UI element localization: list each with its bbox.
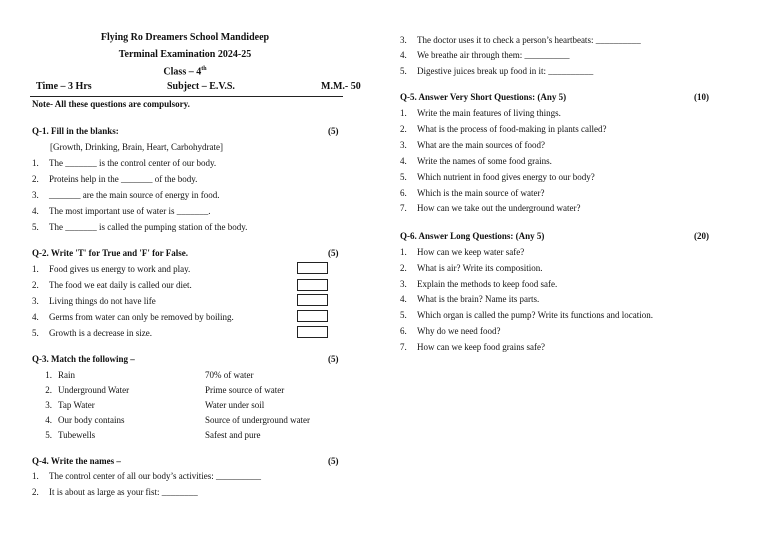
list-item	[32, 312, 234, 322]
item-number: 4.	[400, 50, 407, 60]
q1-title: Q-1. Fill in the blanks:	[32, 126, 119, 136]
list-item	[400, 108, 561, 118]
item-number: 1.	[32, 471, 39, 481]
list-item	[400, 172, 595, 182]
item-number: 4.	[45, 415, 52, 425]
item-number: 1.	[45, 370, 52, 380]
max-marks-label: M.M.- 50	[321, 81, 361, 92]
item-text: Which is the main source of water?	[417, 188, 545, 198]
list-item	[32, 280, 192, 290]
match-right-item: 70% of water	[205, 370, 254, 380]
match-right-item: Prime source of water	[205, 385, 285, 395]
item-number: 4.	[400, 294, 407, 304]
item-number: 1.	[400, 247, 407, 257]
list-item	[32, 190, 220, 200]
list-item	[32, 471, 261, 481]
list-item	[32, 206, 210, 216]
list-item	[32, 174, 197, 184]
q4-marks: (5)	[328, 456, 339, 466]
item-number: 4.	[32, 206, 39, 216]
item-number: 5.	[400, 172, 407, 182]
item-text: What is the process of food-making in plants called?	[417, 124, 607, 134]
subject-label: Subject – E.V.S.	[167, 81, 235, 92]
list-item	[400, 50, 570, 60]
list-item	[32, 487, 198, 497]
list-item	[400, 66, 593, 76]
item-number: 3.	[400, 35, 407, 45]
item-number: 2.	[45, 385, 52, 395]
item-number: 3.	[45, 400, 52, 410]
school-name: Flying Ro Dreamers School Mandideep	[100, 32, 270, 43]
item-number: 5.	[45, 430, 52, 440]
q5-title: Q-5. Answer Very Short Questions: (Any 5)	[400, 92, 567, 102]
item-text: Which organ is called the pump? Write its functions and location.	[417, 310, 653, 320]
item-text: The _______ is the control center of our body.	[49, 158, 217, 168]
list-item	[400, 247, 524, 257]
item-text: Why do we need food?	[417, 326, 501, 336]
item-text: How can we take out the underground water?	[417, 203, 581, 213]
item-number: 2.	[400, 263, 407, 273]
match-right-item: Safest and pure	[205, 430, 261, 440]
item-text: The doctor uses it to check a person’s heartbeats: __________	[417, 35, 641, 45]
answer-box[interactable]	[297, 326, 328, 338]
item-text: Explain the methods to keep food safe.	[417, 279, 558, 289]
answer-box[interactable]	[297, 262, 328, 274]
item-number: 5.	[32, 222, 39, 232]
q6-title: Q-6. Answer Long Questions: (Any 5)	[400, 231, 545, 241]
list-item	[400, 188, 544, 198]
item-text: Proteins help in the _______ of the body.	[49, 174, 198, 184]
item-number: 1.	[32, 264, 39, 274]
time-label: Time – 3 Hrs	[36, 81, 92, 92]
q2-marks: (5)	[328, 248, 339, 258]
item-text: Food gives us energy to work and play.	[49, 264, 191, 274]
item-number: 2.	[32, 174, 39, 184]
q4-title: Q-4. Write the names –	[32, 456, 121, 466]
list-item	[400, 124, 606, 134]
list-item	[400, 342, 545, 352]
class-text: Class – 4	[163, 66, 202, 78]
note-text: Note- All these questions are compulsory.	[32, 99, 190, 109]
list-item	[400, 279, 557, 289]
item-text: We breathe air through them: __________	[417, 50, 570, 60]
match-left-item	[30, 400, 95, 410]
list-item	[400, 294, 539, 304]
list-item	[32, 264, 190, 274]
list-item	[400, 35, 641, 45]
item-text: What is air? Write its composition.	[417, 263, 543, 273]
list-item	[32, 328, 152, 338]
item-number: 2.	[32, 487, 39, 497]
item-number: 3.	[32, 190, 39, 200]
q1-marks: (5)	[328, 126, 339, 136]
item-text: The most important use of water is _______.	[49, 206, 211, 216]
exam-title: Terminal Examination 2024-25	[118, 49, 252, 60]
match-left-item	[30, 370, 75, 380]
q3-title: Q-3. Match the following –	[32, 354, 135, 364]
item-text: Rain	[58, 370, 75, 380]
item-text: What is the brain? Name its parts.	[417, 294, 540, 304]
match-left-item	[30, 430, 95, 440]
q5-marks: (10)	[694, 92, 709, 102]
q1-word-bank: [Growth, Drinking, Brain, Heart, Carbohydrate]	[50, 142, 223, 152]
q2-title: Q-2. Write 'T' for True and 'F' for False.	[32, 248, 188, 258]
item-text: The control center of all our body’s activities: __________	[49, 471, 261, 481]
item-number: 2.	[32, 280, 39, 290]
item-number: 7.	[400, 203, 407, 213]
class-label	[30, 66, 340, 77]
item-text: How can we keep water safe?	[417, 247, 525, 257]
list-item	[400, 203, 581, 213]
answer-box[interactable]	[297, 310, 328, 322]
match-left-item	[30, 415, 125, 425]
item-text: Digestive juices break up food in it: __________	[417, 66, 594, 76]
item-number: 5.	[400, 310, 407, 320]
item-number: 4.	[32, 312, 39, 322]
item-number: 6.	[400, 326, 407, 336]
answer-box[interactable]	[297, 279, 328, 291]
item-text: Our body contains	[58, 415, 125, 425]
item-number: 3.	[32, 296, 39, 306]
item-number: 6.	[400, 188, 407, 198]
item-number: 2.	[400, 124, 407, 134]
item-number: 7.	[400, 342, 407, 352]
match-right-item: Source of underground water	[205, 415, 311, 425]
list-item	[400, 263, 542, 273]
item-text: Living things do not have life	[49, 296, 156, 306]
item-text: What are the main sources of food?	[417, 140, 545, 150]
class-superscript: th	[201, 66, 207, 72]
item-number: 1.	[400, 108, 407, 118]
item-number: 3.	[400, 279, 407, 289]
item-text: The food we eat daily is called our diet.	[49, 280, 192, 290]
item-number: 4.	[400, 156, 407, 166]
header-divider	[30, 96, 343, 97]
item-number: 1.	[32, 158, 39, 168]
q6-marks: (20)	[694, 231, 709, 241]
list-item	[32, 296, 156, 306]
item-text: Write the main features of living things.	[417, 108, 561, 118]
item-text: Growth is a decrease in size.	[49, 328, 152, 338]
item-text: Tap Water	[58, 400, 95, 410]
item-number: 5.	[400, 66, 407, 76]
list-item	[400, 326, 500, 336]
item-text: Write the names of some food grains.	[417, 156, 552, 166]
item-text: Germs from water can only be removed by boiling.	[49, 312, 234, 322]
item-text: Which nutrient in food gives energy to our body?	[417, 172, 595, 182]
list-item	[400, 140, 545, 150]
match-left-item	[30, 385, 129, 395]
item-text: _______ are the main source of energy in food.	[49, 190, 220, 200]
item-text: Tubewells	[58, 430, 96, 440]
q3-marks: (5)	[328, 354, 339, 364]
list-item	[400, 310, 653, 320]
item-text: Underground Water	[58, 385, 130, 395]
item-number: 3.	[400, 140, 407, 150]
item-text: It is about as large as your fist: ________	[49, 487, 198, 497]
list-item	[400, 156, 552, 166]
item-text: The _______ is called the pumping station of the body.	[49, 222, 248, 232]
item-number: 5.	[32, 328, 39, 338]
list-item	[32, 158, 216, 168]
item-text: How can we keep food grains safe?	[417, 342, 545, 352]
match-right-item: Water under soil	[205, 400, 265, 410]
list-item	[32, 222, 247, 232]
answer-box[interactable]	[297, 294, 328, 306]
